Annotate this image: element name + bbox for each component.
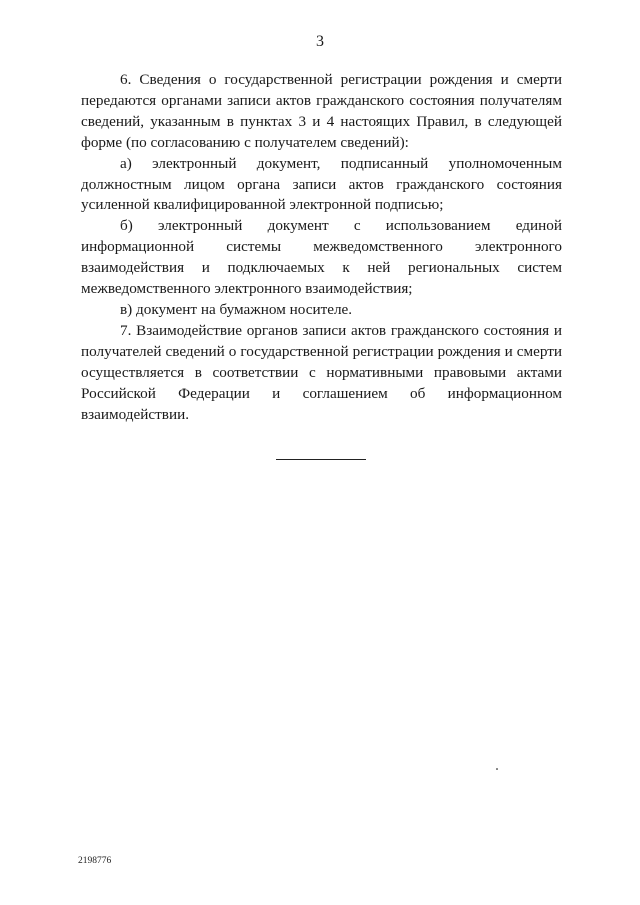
paragraph-6b: б) электронный документ с использованием единой информационной системы межведомственного электронного взаимодействия и подключаемых к ней региональных систем межведомственного электронного взаимодействия; <box>81 217 562 298</box>
paragraph-6v: в) документ на бумажном носителе. <box>120 300 353 318</box>
paragraph-6: 6. Сведения о государственной регистрации рождения и смерти передаются органами записи актов гражданского состояния получателям сведений, указанным в пунктах 3 и 4 настоящих Правил, в следующей форме (по согласованию с получателем сведений): <box>81 71 562 151</box>
scan-speck <box>496 768 498 770</box>
end-divider-line <box>276 459 366 460</box>
paragraph-7: 7. Взаимодействие органов записи актов гражданского состояния и получателей сведений о государственной регистрации рождения и смерти осуществляется в соответствии с нормативными правовыми актами Российской Федерации и соглашением об информационном взаимодействии. <box>81 321 562 423</box>
paragraph-6a: а) электронный документ, подписанный уполномоченным должностным лицом органа записи актов гражданского состояния усиленной квалифицированной электронной подписью; <box>81 154 562 214</box>
document-code: 2198776 <box>78 856 112 866</box>
document-body <box>81 70 562 425</box>
page-number: 3 <box>316 33 324 50</box>
